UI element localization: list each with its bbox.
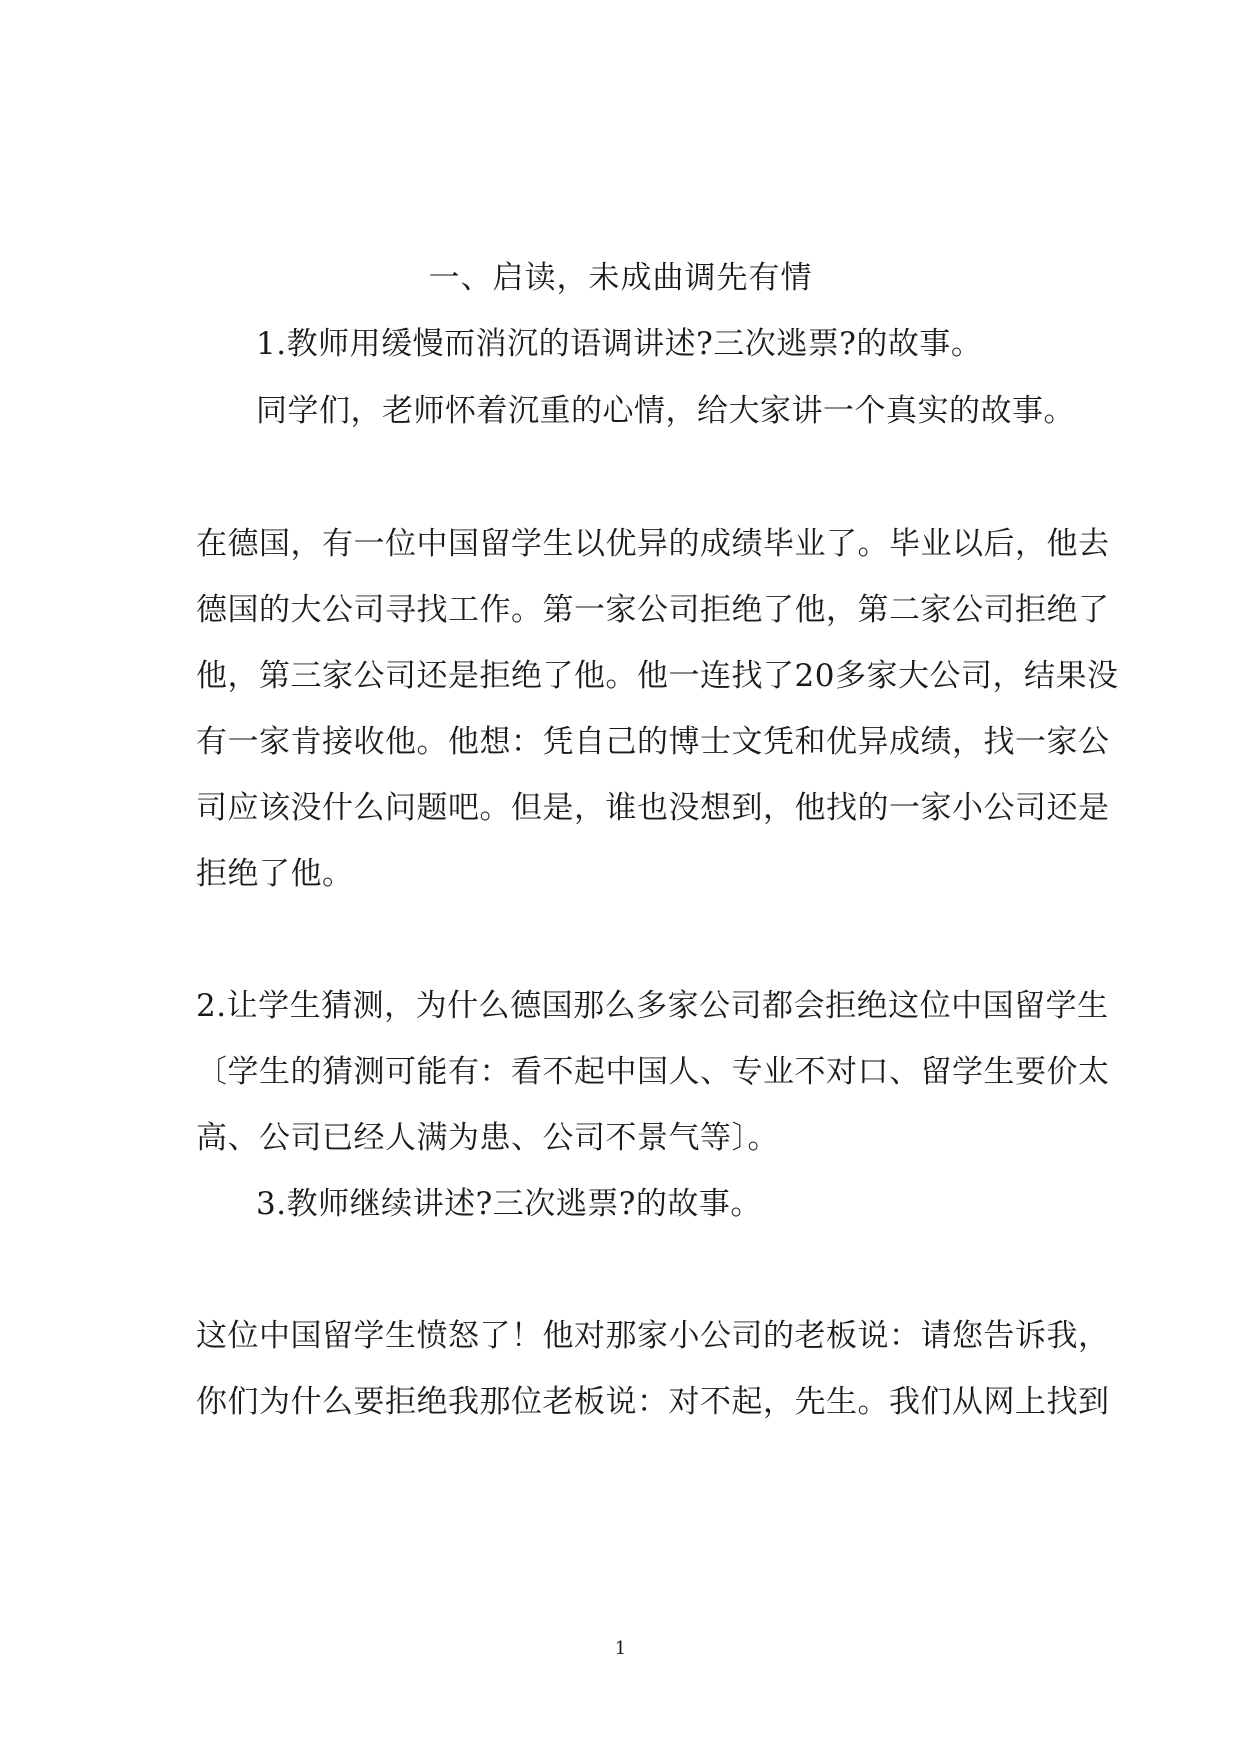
paragraph-step-3: 3.教师继续讲述?三次逃票?的故事。 [256,1186,762,1222]
continuation-line: 这位中国留学生愤怒了！他对那家小公司的老板说：请您告诉我， [196,1318,1110,1354]
paragraph-step-1: 1.教师用缓慢而消沉的语调讲述?三次逃票?的故事。 [256,326,983,362]
page-number: 1 [614,1638,627,1659]
question-line: 〔学生的猜测可能有：看不起中国人、专业不对口、留学生要价太 [196,1054,1110,1090]
question-line: 2.让学生猜测，为什么德国那么多家公司都会拒绝这位中国留学生 [196,988,1109,1024]
story-line: 拒绝了他。 [196,856,354,892]
continuation-line: 你们为什么要拒绝我那位老板说：对不起，先生。我们从网上找到 [196,1384,1110,1420]
story-line: 他，第三家公司还是拒绝了他。他一连找了20多家大公司，结果没 [196,658,1119,694]
section-heading: 一、启读，未成曲调先有情 [428,260,813,296]
story-line: 德国的大公司寻找工作。第一家公司拒绝了他，第二家公司拒绝了 [196,592,1110,628]
question-line: 高、公司已经人满为患、公司不景气等〕。 [196,1120,779,1156]
paragraph-intro: 同学们，老师怀着沉重的心情，给大家讲一个真实的故事。 [256,393,1075,429]
story-line: 司应该没什么问题吧。但是，谁也没想到，他找的一家小公司还是 [196,790,1110,826]
story-line: 有一家肯接收他。他想：凭自己的博士文凭和优异成绩，找一家公 [196,724,1110,760]
story-line: 在德国，有一位中国留学生以优异的成绩毕业了。毕业以后，他去 [196,526,1110,562]
